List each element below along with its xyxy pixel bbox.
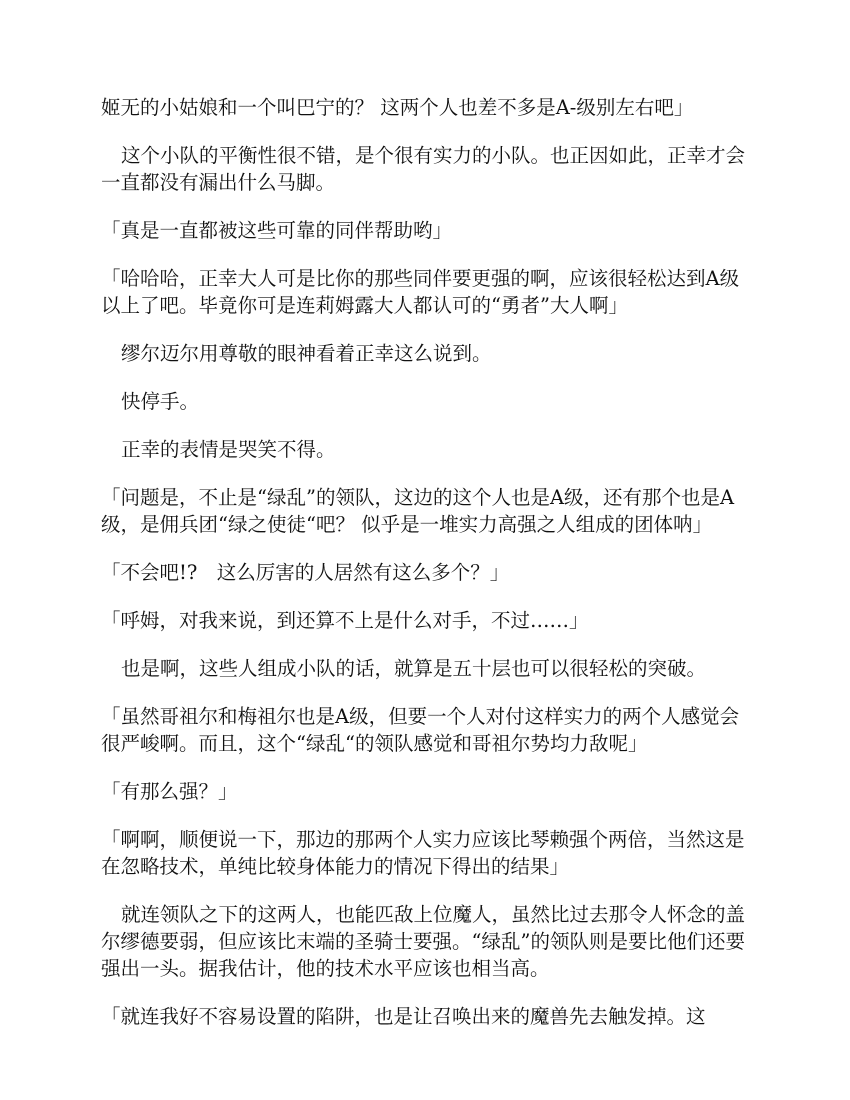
paragraph: 姬无的小姑娘和一个叫巴宁的？ 这两个人也差不多是A-级别左右吧」 <box>101 96 694 119</box>
paragraph: 「啊啊，顺便说一下，那边的那两个人实力应该比琴赖强个两倍，当然这是在忽略技术，单纯比较身体能力的情况下得出的结果」 <box>101 828 745 878</box>
paragraph: 快停手。 <box>121 390 200 413</box>
paragraph: 「有那么强？」 <box>101 780 238 803</box>
paragraph: 也是啊，这些人组成小队的话，就算是五十层也可以很轻松的突破。 <box>121 657 707 680</box>
paragraph: 「不会吧!? 这么厉害的人居然有这么多个？」 <box>101 561 510 584</box>
paragraph: 「就连我好不容易设置的陷阱，也是让召唤出来的魔兽先去触发掉。这 <box>101 1005 706 1028</box>
paragraph: 「呼姆，对我来说，到还算不上是什么对手，不过……」 <box>101 609 589 632</box>
paragraph: 就连领队之下的这两人，也能匹敌上位魔人，虽然比过去那令人怀念的盖尔缪德要弱，但应该比末端的圣骑士要强。“绿乱”的领队则是要比他们还要强出一头。据我估计，他的技术水平应该也相当高。 <box>101 903 746 980</box>
paragraph: 这个小队的平衡性很不错，是个很有实力的小队。也正因如此，正幸才会一直都没有漏出什么马脚。 <box>101 144 746 194</box>
document-body <box>101 94 751 1051</box>
paragraph: 正幸的表情是哭笑不得。 <box>121 438 336 461</box>
paragraph: 缪尔迈尔用尊敬的眼神看着正幸这么说到。 <box>121 342 492 365</box>
paragraph: 「哈哈哈，正幸大人可是比你的那些同伴要更强的啊，应该很轻松达到A级以上了吧。毕竟你可是连莉姆露大人都认可的“勇者”大人啊」 <box>101 267 740 317</box>
paragraph: 「问题是，不止是“绿乱”的领队，这边的这个人也是A级，还有那个也是A级，是佣兵团“绿之使徒“吧？ 似乎是一堆实力高强之人组成的团体呐」 <box>101 486 735 536</box>
paragraph: 「虽然哥祖尔和梅祖尔也是A级，但要一个人对付这样实力的两个人感觉会很严峻啊。而且，这个“绿乱“的领队感觉和哥祖尔势均力敌呢」 <box>101 705 740 755</box>
paragraph: 「真是一直都被这些可靠的同伴帮助哟」 <box>101 219 453 242</box>
